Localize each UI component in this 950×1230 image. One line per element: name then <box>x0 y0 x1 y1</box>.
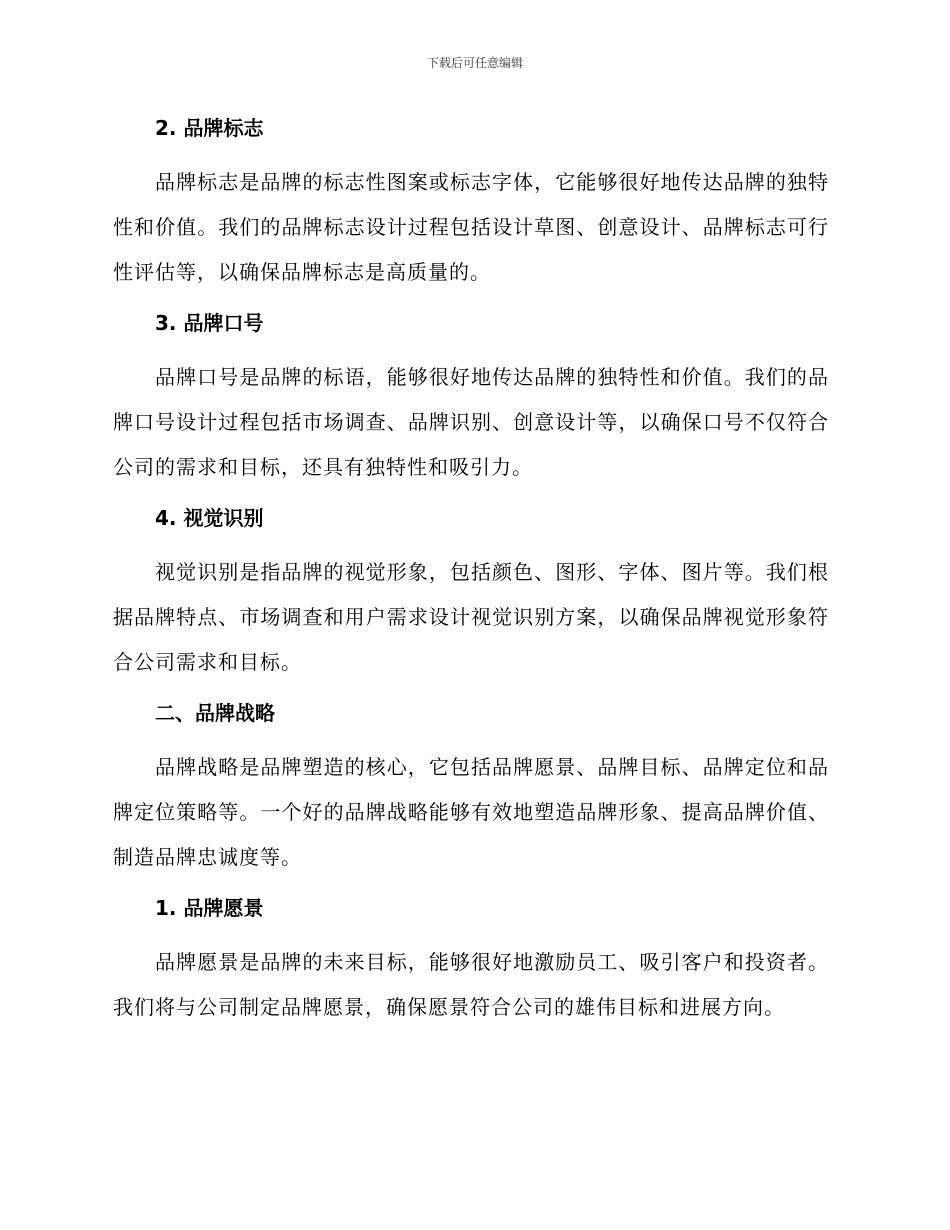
section-heading-visual-identity: 4. 视觉识别 <box>155 506 264 530</box>
header-note: 下载后可任意编辑 <box>426 56 523 70</box>
section-heading-brand-strategy: 二、品牌战略 <box>155 701 275 725</box>
section-paragraph-visual-identity: 视觉识别是指品牌的视觉形象，包括颜色、图形、字体、图片等。我们根据品牌特点、市场调查和用户需求设计视觉识别方案，以确保品牌视觉形象符合公司需求和目标。 <box>113 560 829 674</box>
section-paragraph-brand-strategy: 品牌战略是品牌塑造的核心，它包括品牌愿景、品牌目标、品牌定位和品牌定位策略等。一个好的品牌战略能够有效地塑造品牌形象、提高品牌价值、制造品牌忠诚度等。 <box>113 755 829 869</box>
section-paragraph-brand-logo: 品牌标志是品牌的标志性图案或标志字体，它能够很好地传达品牌的独特性和价值。我们的品牌标志设计过程包括设计草图、创意设计、品牌标志可行性评估等，以确保品牌标志是高质量的。 <box>113 170 829 284</box>
section-heading-brand-vision: 1. 品牌愿景 <box>155 896 264 920</box>
section-heading-brand-logo: 2. 品牌标志 <box>155 116 264 140</box>
section-heading-brand-slogan: 3. 品牌口号 <box>155 311 264 335</box>
section-paragraph-brand-slogan: 品牌口号是品牌的标语，能够很好地传达品牌的独特性和价值。我们的品牌口号设计过程包括市场调查、品牌识别、创意设计等，以确保口号不仅符合公司的需求和目标，还具有独特性和吸引力。 <box>113 365 829 479</box>
section-paragraph-brand-vision: 品牌愿景是品牌的未来目标，能够很好地激励员工、吸引客户和投资者。我们将与公司制定品牌愿景，确保愿景符合公司的雄伟目标和进展方向。 <box>113 950 829 1019</box>
document-body <box>113 108 829 1030</box>
